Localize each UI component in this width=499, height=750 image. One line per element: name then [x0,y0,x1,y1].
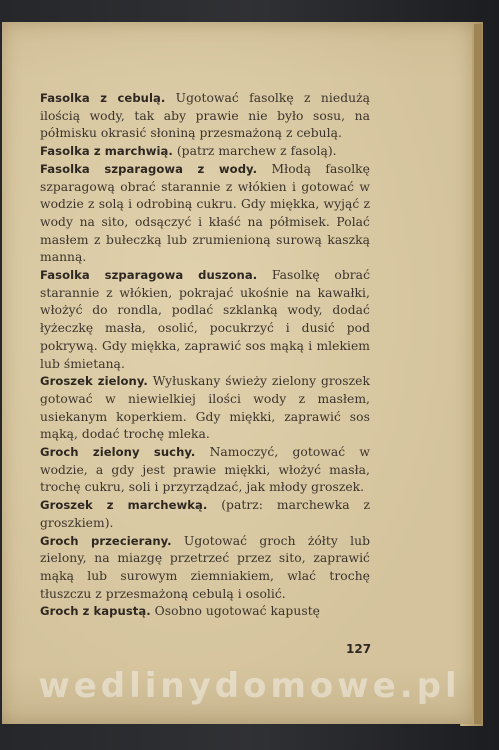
recipe-entry [40,161,370,267]
recipe-entry [40,373,370,444]
recipe-title: Fasolka szparagowa duszona. [40,268,258,283]
site-watermark: wedlinydomowe.pl [38,666,461,706]
recipe-body: Osobno ugotować kapustę [150,604,321,619]
recipe-body: Wyłuskany świeży zielony groszek gotować w niewielkiej ilości wody z masłem, usiekanym koperkiem. Gdy miękki, zaprawić sos mąką, dodać trochę mleka. [40,374,370,442]
recipe-title: Fasolka z marchwią. [40,144,173,159]
recipe-title: Groszek zielony. [40,374,148,389]
recipe-entry [40,533,370,604]
recipe-body: (patrz: marchewka z groszkiem). [40,498,370,530]
recipe-entry [40,497,370,532]
recipe-entry [40,444,370,497]
page-edge-shadow [474,24,482,724]
recipe-body: Ugotować groch żółty lub zielony, na miazgę przetrzeć przez sito, zaprawić mąką lub surowym ziemniakiem, wlać trochę tłuszczu z przesmażoną cebulą i osolić. [40,533,370,601]
recipe-entry [40,90,370,143]
recipe-entry [40,267,370,373]
recipe-title: Groch zielony suchy. [40,445,196,460]
recipe-entry [40,603,370,621]
page-number: 127 [346,642,372,656]
recipe-title: Fasolka z cebulą. [40,91,166,105]
recipe-body: Fasolkę obrać starannie z włókien, pokrajać ukośnie na kawałki, włożyć do rondla, podlać szklanką wody, dodać łyżeczkę masła, osolić, pocukrzyć i dusić pod pokrywą. Gdy miękka, zaprawić sos mąką i mlekiem lub śmietaną. [40,268,371,371]
recipe-title: Groch z kapustą. [40,604,151,619]
recipe-body: Namoczyć, gotować w wodzie, a gdy jest prawie miękki, włożyć masła, trochę cukru, soli i przyrządzać, jak młody groszek. [40,445,370,495]
recipe-title: Groch przecierany. [40,533,172,548]
recipe-body: Młodą fasolkę szparagową obrać starannie z włókien i gotować w wodzie z solą i odrobiną cukru. Gdy miękka, wyjąć z wody na sito, odsączyć i kłaść na półmisek. Polać masłem z bułeczką lub zrumienioną surową kaszką manną. [40,161,371,265]
recipe-title: Fasolka szparagowa z wody. [40,161,258,176]
recipe-title: Groszek z marchewką. [40,498,208,513]
recipe-body: (patrz marchew z fasolą). [172,144,337,159]
recipe-text-block [40,90,370,621]
recipe-body: Ugotować fasolkę z niedużą ilością wody, tak aby prawie nie było sosu, na półmisku okrasić słoniną przesmażoną z cebulą. [40,91,370,141]
recipe-entry [40,143,370,161]
